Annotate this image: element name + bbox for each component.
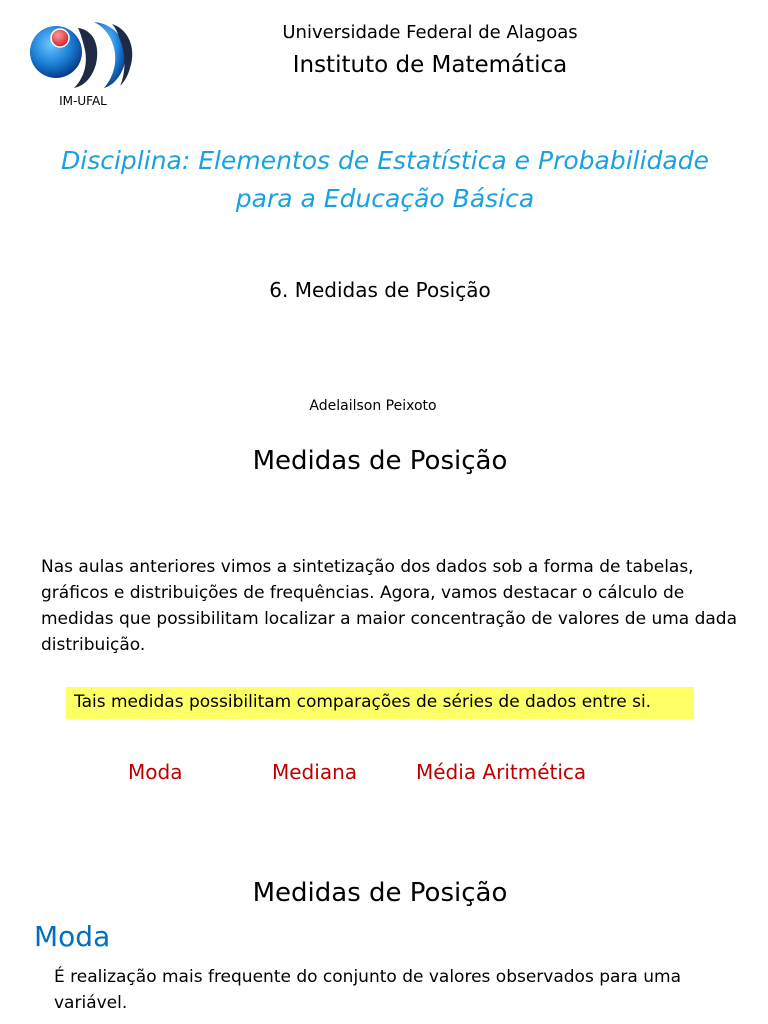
slide2-title: Medidas de Posição — [252, 878, 508, 908]
course-title: Disciplina: Elementos de Estatística e Probabilidade para a Educação Básica — [61, 146, 709, 213]
intro-paragraph: Nas aulas anteriores vimos a sintetização dos dados sob a forma de tabelas, gráficos e distribuições de frequências. Agora, vamos destacar o cálculo de medidas que possibilitam localizar a maior concentração de valores de uma dada distribuição. — [41, 557, 738, 655]
highlight-text: Tais medidas possibilitam comparações de séries de dados entre si. — [74, 692, 652, 712]
im-ufal-logo — [26, 16, 138, 88]
measure-media-aritmetica: Média Aritmética — [416, 760, 587, 784]
measure-mediana: Mediana — [272, 760, 357, 784]
highlight-box — [66, 687, 694, 719]
slide1-title: Medidas de Posição — [252, 446, 508, 476]
moda-definition: É realização mais frequente do conjunto de valores observados para uma variável. — [54, 967, 681, 1013]
institute-name: Instituto de Matemática — [292, 52, 568, 78]
author-name: Adelailson Peixoto — [309, 398, 437, 414]
logo-caption: IM-UFAL — [59, 94, 107, 108]
measure-moda: Moda — [128, 760, 183, 784]
university-name: Universidade Federal de Alagoas — [282, 22, 578, 43]
moda-heading: Moda — [34, 920, 111, 953]
chapter-title: 6. Medidas de Posição — [269, 278, 491, 302]
